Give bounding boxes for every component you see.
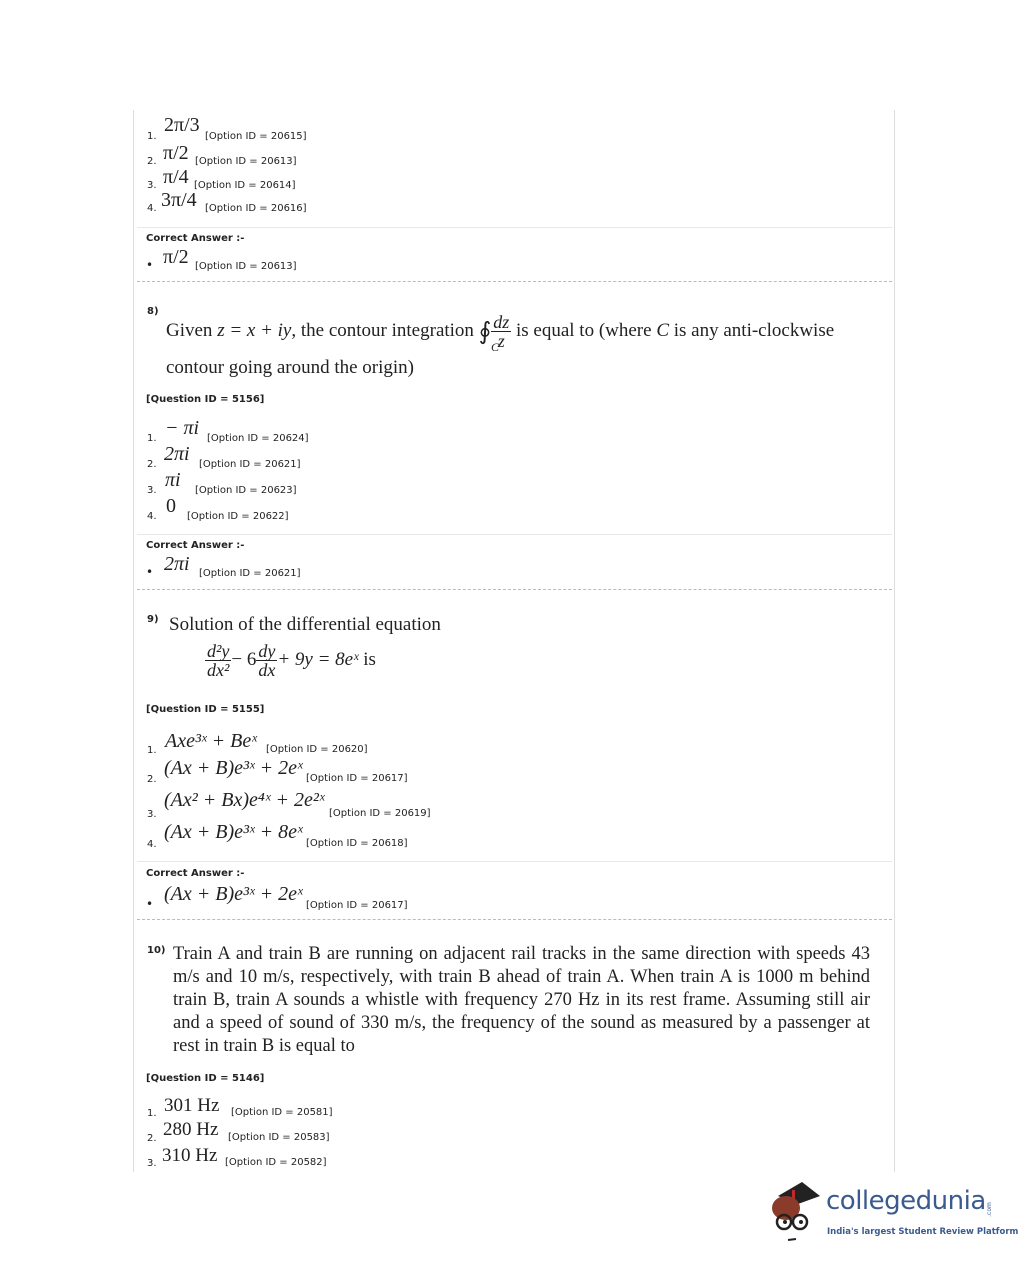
correct-answer-id: [Option ID = 20613] (195, 261, 297, 272)
bullet: • (146, 897, 154, 911)
option-number: 3. (147, 180, 157, 191)
question-number: 10) (147, 945, 166, 956)
text: is any anti-clockwise (673, 319, 835, 341)
brand-name: collegedunia (826, 1186, 986, 1216)
correct-answer-value: (Ax + B)e³ˣ + 2eˣ (164, 883, 303, 905)
text: is equal to (where (515, 319, 652, 341)
question-text: Train A and train B are running on adjacent rail tracks in the same direction with speeds 43 m/s and 10 m/s, respectively, with train B ahead of train A. When train A is 1000 m behind train B, train A sounds a whistle with frequency 270 Hz in its rest frame. Assuming still air and a speed of sound of 330 m/s, the frequency of the sound as measured by a passenger at rest in train B is equal to (173, 944, 870, 1056)
question-number: 8) (147, 306, 159, 317)
numerator: dy (258, 641, 276, 661)
option-id: [Option ID = 20624] (207, 433, 309, 444)
option-value: 301 Hz (164, 1095, 220, 1116)
denominator: dx² (207, 660, 230, 680)
option-id: [Option ID = 20616] (205, 203, 307, 214)
option-value: 2π/3 (164, 114, 200, 136)
option-id: [Option ID = 20622] (187, 511, 289, 522)
option-number: 3. (147, 485, 157, 496)
option-value: 310 Hz (162, 1145, 218, 1166)
option-number: 4. (147, 203, 157, 214)
text: , the contour integration (291, 319, 474, 341)
option-id: [Option ID = 20614] (194, 180, 296, 191)
option-number: 4. (147, 839, 157, 850)
mascot-logo-icon (768, 1178, 822, 1242)
text: is (363, 648, 376, 670)
option-number: 2. (147, 1133, 157, 1144)
question-id: [Question ID = 5146] (146, 1073, 265, 1084)
bullet: • (146, 258, 154, 272)
fraction (205, 642, 231, 679)
option-id: [Option ID = 20581] (231, 1107, 333, 1118)
option-value: Axe³ˣ + Beˣ (165, 730, 257, 752)
option-value: π/2 (163, 142, 189, 164)
option-value: 280 Hz (163, 1119, 219, 1140)
fraction (256, 642, 277, 679)
brand-tagline: India's largest Student Review Platform (827, 1227, 1019, 1237)
option-value: 0 (166, 495, 176, 517)
denominator: dx (258, 660, 276, 680)
option-id: [Option ID = 20623] (195, 485, 297, 496)
correct-answer-value: 2πi (164, 553, 190, 575)
option-value: (Ax + B)e³ˣ + 2eˣ (164, 757, 303, 779)
option-id: [Option ID = 20620] (266, 744, 368, 755)
option-number: 1. (147, 433, 157, 444)
option-id: [Option ID = 20621] (199, 459, 301, 470)
text: + 9y = 8eˣ (277, 648, 359, 670)
correct-answer-label: Correct Answer :- (146, 233, 245, 244)
option-number: 3. (147, 809, 157, 820)
correct-answer-id: [Option ID = 20621] (199, 568, 301, 579)
integral-subscript: C (491, 340, 500, 354)
brand-domain: .com (985, 1202, 993, 1217)
option-number: 2. (147, 156, 157, 167)
question-id: [Question ID = 5156] (146, 394, 265, 405)
option-value: (Ax + B)e³ˣ + 8eˣ (164, 821, 303, 843)
text: Given (166, 319, 213, 341)
option-value: π/4 (163, 166, 189, 188)
option-number: 1. (147, 131, 157, 142)
option-number: 1. (147, 745, 157, 756)
option-id: [Option ID = 20615] (205, 131, 307, 142)
correct-answer-label: Correct Answer :- (146, 540, 245, 551)
question-id: [Question ID = 5155] (146, 704, 265, 715)
option-id: [Option ID = 20582] (225, 1157, 327, 1168)
option-value: πi (165, 469, 181, 491)
math-expr: z = x + iy (217, 319, 292, 341)
option-number: 2. (147, 459, 157, 470)
option-number: 3. (147, 1158, 157, 1169)
option-value: 2πi (164, 443, 190, 465)
math-var: C (656, 319, 669, 341)
divider (137, 534, 892, 535)
correct-answer-label: Correct Answer :- (146, 868, 245, 879)
equation (205, 642, 376, 679)
option-id: [Option ID = 20619] (329, 808, 431, 819)
question-separator (137, 589, 892, 590)
option-id: [Option ID = 20583] (228, 1132, 330, 1143)
option-value: − πi (165, 417, 200, 439)
numerator: dz (493, 312, 510, 332)
divider (137, 227, 892, 228)
contour-integral-icon: ∮ (478, 318, 492, 345)
option-number: 4. (147, 511, 157, 522)
correct-answer-value: π/2 (163, 246, 189, 268)
question-separator (137, 919, 892, 920)
text: − 6 (231, 648, 257, 670)
numerator: d²y (207, 641, 230, 661)
option-value: (Ax² + Bx)e⁴ˣ + 2e²ˣ (164, 789, 325, 811)
question-number: 9) (147, 614, 159, 625)
correct-answer-id: [Option ID = 20617] (306, 900, 408, 911)
option-id: [Option ID = 20613] (195, 156, 297, 167)
option-number: 1. (147, 1108, 157, 1119)
option-value: 3π/4 (161, 189, 197, 211)
denominator: z (497, 331, 505, 351)
question-text: Solution of the differential equation (169, 614, 441, 635)
question-separator (137, 281, 892, 282)
bullet: • (146, 565, 154, 579)
divider (137, 861, 892, 862)
option-number: 2. (147, 774, 157, 785)
option-id: [Option ID = 20618] (306, 838, 408, 849)
option-id: [Option ID = 20617] (306, 773, 408, 784)
question-text (166, 313, 834, 350)
question-text-line2: contour going around the origin) (166, 357, 415, 378)
